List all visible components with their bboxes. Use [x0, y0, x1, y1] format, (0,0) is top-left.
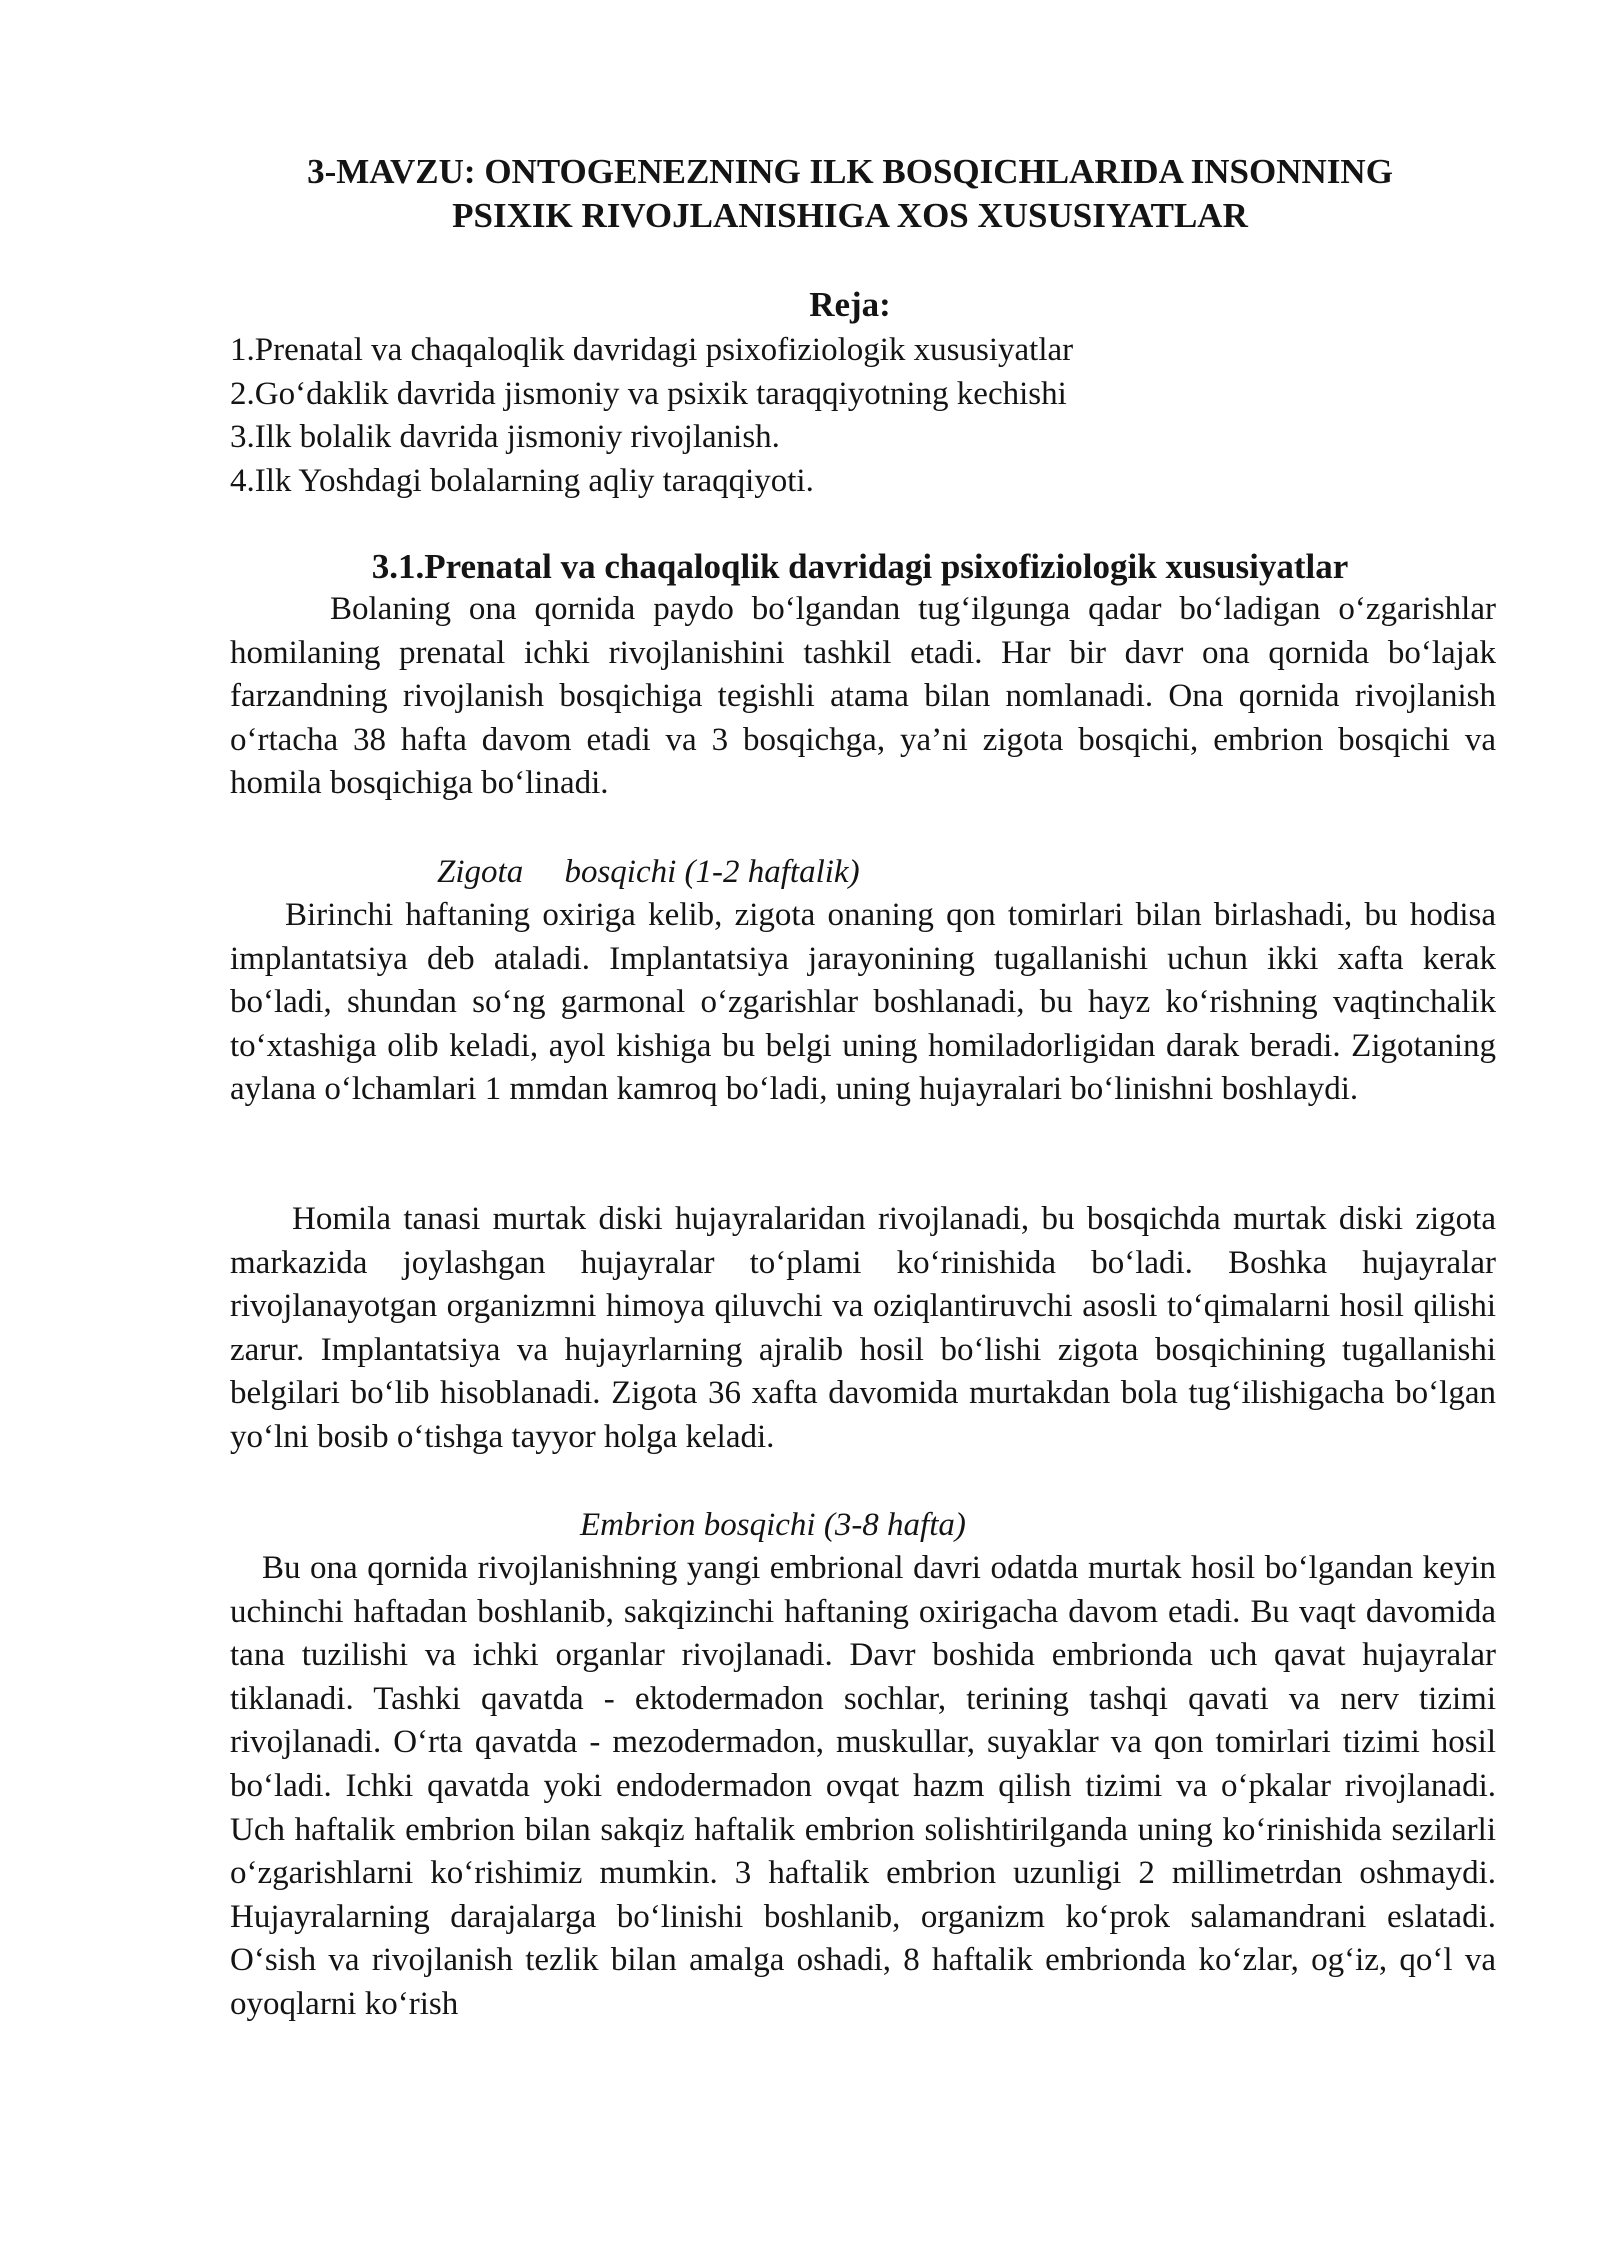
subheading-embrion: Embrion bosqichi (3-8 hafta) — [580, 1507, 966, 1543]
plan-list — [230, 329, 1490, 503]
plan-item: 2.Go‘daklik davrida jismoniy va psixik taraqqiyotning kechishi — [230, 375, 1067, 412]
plan-item: 4.Ilk Yoshdagi bolalarning aqliy taraqqiyoti. — [230, 462, 814, 499]
plan-item: 3.Ilk bolalik davrida jismoniy rivojlanish. — [230, 419, 780, 455]
section-heading: 3.1.Prenatal va chaqaloqlik davridagi psixofiziologik xususiyatlar — [371, 547, 1349, 586]
paragraph-intro: Bolaning ona qornida paydo bo‘lgandan tug‘ilgunga qadar bo‘ladigan o‘zgarishlar homilaning prenatal ichki rivojlanishini tashkil etadi. Har bir davr ona qornida bo‘lajak farzandning rivojlanish bosqichiga tegishli atama bilan nomlanadi. Ona qornida rivojlanish o‘rtacha 38 hafta davom etadi va 3 bosqichga, ya’ni zigota bosqichi, embrion bosqichi va homila bosqichiga bo‘linadi. — [230, 591, 1496, 802]
title-line-1: 3-MAVZU: ONTOGENEZNING ILK BOSQICHLARIDA INSONNING — [307, 152, 1393, 191]
paragraph-embryo-disc: Homila tanasi murtak diski hujayralaridan rivojlanadi, bu bosqichda murtak diski zigota markazida joylashgan hujayralar to‘plami ko‘rinishida bo‘ladi. Boshka hujayralar rivojlanayotgan organizmni himoya qiluvchi va oziqlantiruvchi asosli to‘qimalarni hosil qilishi zarur. Implantatsiya va hujayrlarning ajralib hosil bo‘lishi zigota bosqichining tugallanishi belgilari bo‘lib hisoblanadi. Zigota 36 xafta davomida murtakdan bola tug‘ilishigacha bo‘lgan yo‘lni bosib o‘tishga tayyor holga keladi. — [230, 1201, 1496, 1455]
document-title — [230, 150, 1470, 238]
title-line-2: PSIXIK RIVOJLANISHIGA XOS XUSUSIYATLAR — [452, 196, 1248, 235]
paragraph-implantation: Birinchi haftaning oxiriga kelib, zigota onaning qon tomirlari bilan birlashadi, bu hodisa implantatsiya deb ataladi. Implantatsiya jarayonining tugallanishi uchun ikki xafta kerak bo‘ladi, shundan so‘ng garmonal o‘zgarishlar boshlanadi, bu hayz ko‘rishning vaqtinchalik to‘xtashiga olib keladi, ayol kishiga bu belgi uning homiladorligidan darak beradi. Zigotaning aylana o‘lchamlari 1 mmdan kamroq bo‘ladi, uning hujayralari bo‘linishni boshlaydi. — [230, 897, 1496, 1108]
paragraph-embrion-stage: Bu ona qornida rivojlanishning yangi embrional davri odatda murtak hosil bo‘lgandan keyin uchinchi haftadan boshlanib, sakqizinchi haftaning oxirigacha davom etadi. Bu vaqt davomida tana tuzilishi va ichki organlar rivojlanadi. Davr boshida embrionda uch qavat hujayralar tiklanadi. Tashki qavatda - ektodermadon sochlar, terining tashqi qavati va nerv tizimi rivojlanadi. O‘rta qavatda - mezodermadon, muskullar, suyaklar va qon tomirlari tizimi hosil bo‘ladi. Ichki qavatda yoki endodermadon ovqat hazm qilish tizimi va o‘pkalar rivojlanadi. Uch haftalik embrion bilan sakqiz haftalik embrion solishtirilganda uning ko‘rinishida sezilarli o‘zgarishlarni ko‘rishimiz mumkin. 3 haftalik embrion uzunligi 2 millimetrdan oshmaydi. Hujayralarning darajalarga bo‘linishi boshlanib, organizm ko‘prok salamandrani eslatadi. O‘sish va rivojlanish tezlik bilan amalga oshadi, 8 haftalik embrionda ko‘zlar, og‘iz, qo‘l va oyoqlarni ko‘rish — [230, 1550, 1496, 2022]
plan-item: 1.Prenatal va chaqaloqlik davridagi psixofiziologik xususiyatlar — [230, 332, 1074, 368]
subheading-zigota: Zigota bosqichi (1-2 haftalik) — [437, 854, 860, 890]
plan-heading: Reja: — [809, 285, 891, 324]
